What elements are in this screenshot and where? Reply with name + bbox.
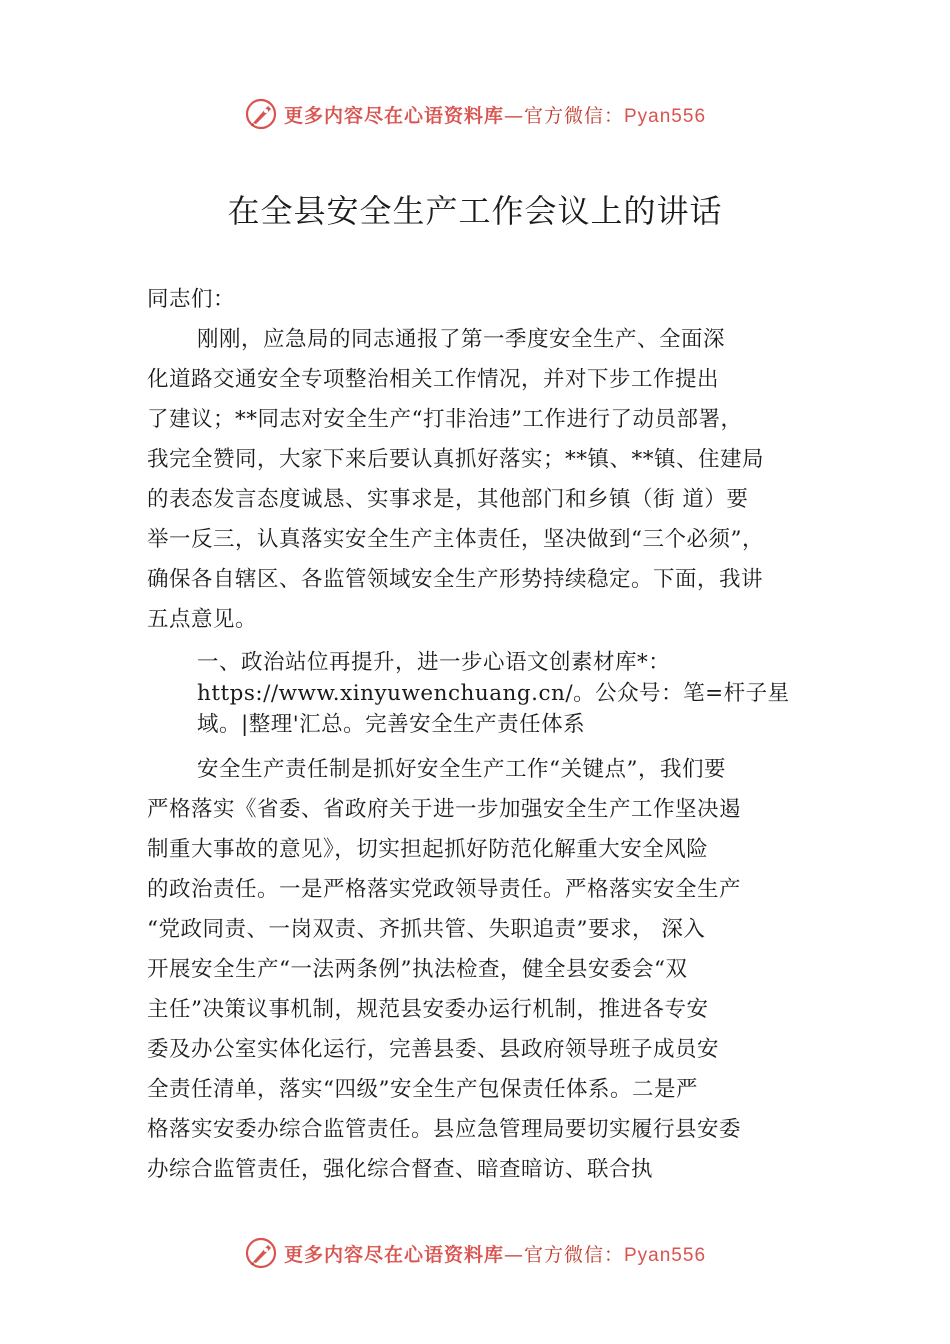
header-banner bbox=[0, 94, 950, 134]
paragraph-line: 的表态发言态度诚恳、实事求是，其他部门和乡镇（街 道）要 bbox=[147, 487, 749, 512]
quill-logo-icon bbox=[244, 97, 278, 131]
paragraph-line: 安全生产责任制是抓好安全生产工作“关键点”，我们要 bbox=[197, 757, 726, 782]
banner-text: 更多内容尽在心语资料库—官方微信：Pyan556 bbox=[283, 1243, 707, 1266]
paragraph-line: 格落实安委办综合监管责任。县应急管理局要切实履行县安委 bbox=[147, 1117, 742, 1142]
paragraph-line: 五点意见。 bbox=[147, 607, 258, 632]
paragraph-line: 举一反三，认真落实安全生产主体责任，坚决做到“三个必须”， bbox=[147, 527, 764, 552]
paragraph-line: “党政同责、一岗双责、齐抓共管、失职追责”要求， 深入 bbox=[147, 917, 706, 942]
paragraph-line: 确保各自辖区、各监管领域安全生产形势持续稳定。下面，我讲 bbox=[147, 567, 764, 592]
paragraph-line: 主任”决策议事机制，规范县安委办运行机制，推进各专安 bbox=[147, 997, 709, 1022]
paragraph-line: 的政治责任。一是严格落实党政领导责任。严格落实安全生产 bbox=[147, 877, 742, 902]
paragraph-line: 刚刚，应急局的同志通报了第一季度安全生产、全面深 bbox=[197, 327, 726, 352]
document-title: 在全县安全生产工作会议上的讲话 bbox=[227, 192, 723, 230]
section-heading-line: 域。|整理'汇总。完善安全生产责任体系 bbox=[197, 712, 586, 737]
section-heading-line: 一、政治站位再提升，进一步心语文创素材库*： bbox=[197, 650, 671, 675]
footer-banner bbox=[0, 1233, 950, 1273]
paragraph-line: 开展安全生产“一法两条例”执法检查，健全县安委会“双 bbox=[147, 957, 688, 982]
paragraph-line: 化道路交通安全专项整治相关工作情况，并对下步工作提出 bbox=[147, 367, 720, 392]
quill-logo-icon bbox=[244, 1236, 278, 1270]
paragraph-line: 严格落实《省委、省政府关于进一步加强安全生产工作坚决遏 bbox=[147, 797, 742, 822]
paragraph-line: 我完全赞同，大家下来后要认真抓好落实；**镇、**镇、住建局 bbox=[147, 447, 765, 472]
document-body bbox=[147, 280, 847, 1190]
paragraph-line: 全责任清单，落实“四级”安全生产包保责任体系。二是严 bbox=[147, 1077, 698, 1102]
paragraph-line: 了建议；**同志对安全生产“打非治违”工作进行了动员部署， bbox=[147, 407, 743, 432]
banner-text: 更多内容尽在心语资料库—官方微信：Pyan556 bbox=[283, 104, 707, 127]
paragraph-line: 办综合监管责任，强化综合督查、暗查暗访、联合执 bbox=[147, 1157, 654, 1182]
paragraph-line: 制重大事故的意见》，切实担起抓好防范化解重大安全风险 bbox=[147, 837, 709, 862]
salutation: 同志们： bbox=[147, 287, 236, 312]
section-heading-line: https://www.xinyuwenchuang.cn/。公众号：笔=杆子星 bbox=[197, 681, 790, 706]
paragraph-line: 委及办公室实体化运行，完善县委、县政府领导班子成员安 bbox=[147, 1037, 720, 1062]
